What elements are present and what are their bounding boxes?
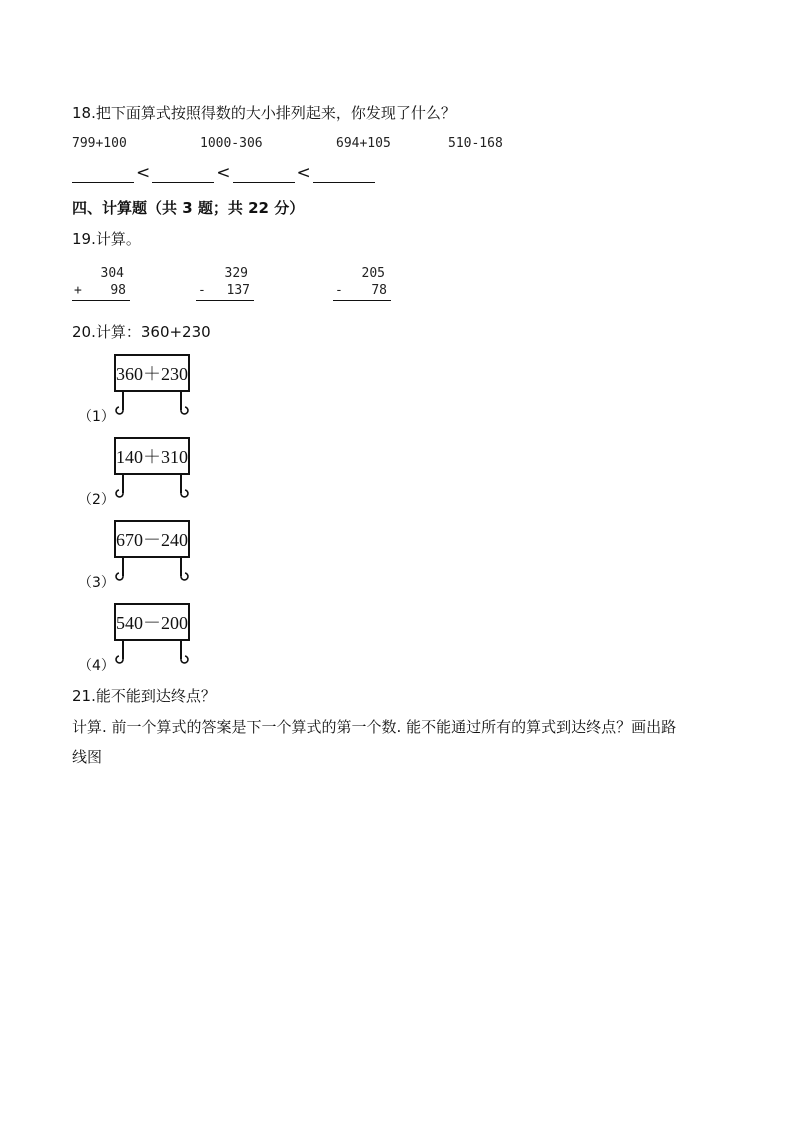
vertical-calc-operator: - xyxy=(198,283,206,298)
sign-legs-icon xyxy=(114,641,190,665)
sign-card-expression: 140＋310 xyxy=(114,437,190,475)
vertical-calc-bottom: 78 xyxy=(371,283,387,298)
vertical-calc-top: 304 xyxy=(100,266,124,281)
q18-expression-1: 799+100 xyxy=(72,136,127,151)
vertical-calc-operator: - xyxy=(335,283,343,298)
card-index: （1） xyxy=(78,409,115,425)
vertical-calc-line xyxy=(333,300,391,301)
answer-blank[interactable] xyxy=(72,168,134,183)
q21-title: 21.能不能到达终点？ xyxy=(72,687,216,705)
vertical-calc-top: 205 xyxy=(361,266,385,281)
q18-title: 18.把下面算式按照得数的大小排列起来，你发现了什么？ xyxy=(72,104,456,122)
q21-body-line-2: 线图 xyxy=(72,748,103,766)
answer-blank[interactable] xyxy=(313,168,375,183)
vertical-calc-bottom: 98 xyxy=(110,283,126,298)
q18-expression-3: 694+105 xyxy=(336,136,391,151)
card-index: （3） xyxy=(78,575,115,591)
vertical-calc-line xyxy=(72,300,130,301)
sign-card-expression: 540－200 xyxy=(114,603,190,641)
q20-title: 20.计算：360+230 xyxy=(72,323,211,341)
card-index: （2） xyxy=(78,492,115,508)
q18-ordering-row xyxy=(72,163,375,183)
sign-legs-icon xyxy=(114,392,190,416)
less-than-sign: < xyxy=(216,163,231,183)
sign-legs-icon xyxy=(114,558,190,582)
vertical-calc-1 xyxy=(72,266,130,304)
less-than-sign: < xyxy=(136,163,151,183)
section-heading: 四、计算题（共 3 题；共 22 分） xyxy=(72,199,305,217)
q19-title: 19.计算。 xyxy=(72,230,141,248)
vertical-calc-top: 329 xyxy=(224,266,248,281)
vertical-calc-bottom: 137 xyxy=(226,283,250,298)
sign-card-expression: 670－240 xyxy=(114,520,190,558)
sign-card-expression: 360＋230 xyxy=(114,354,190,392)
q21-body-line-1: 计算. 前一个算式的答案是下一个算式的第一个数. 能不能通过所有的算式到达终点？画出路 xyxy=(72,718,677,736)
card-index: （4） xyxy=(78,658,115,674)
vertical-calc-3 xyxy=(333,266,391,304)
vertical-calc-2 xyxy=(196,266,254,304)
q18-expression-2: 1000-306 xyxy=(200,136,263,151)
vertical-calc-line xyxy=(196,300,254,301)
answer-blank[interactable] xyxy=(233,168,295,183)
less-than-sign: < xyxy=(296,163,311,183)
answer-blank[interactable] xyxy=(152,168,214,183)
q18-expression-4: 510-168 xyxy=(448,136,503,151)
vertical-calc-operator: + xyxy=(74,283,82,298)
sign-legs-icon xyxy=(114,475,190,499)
